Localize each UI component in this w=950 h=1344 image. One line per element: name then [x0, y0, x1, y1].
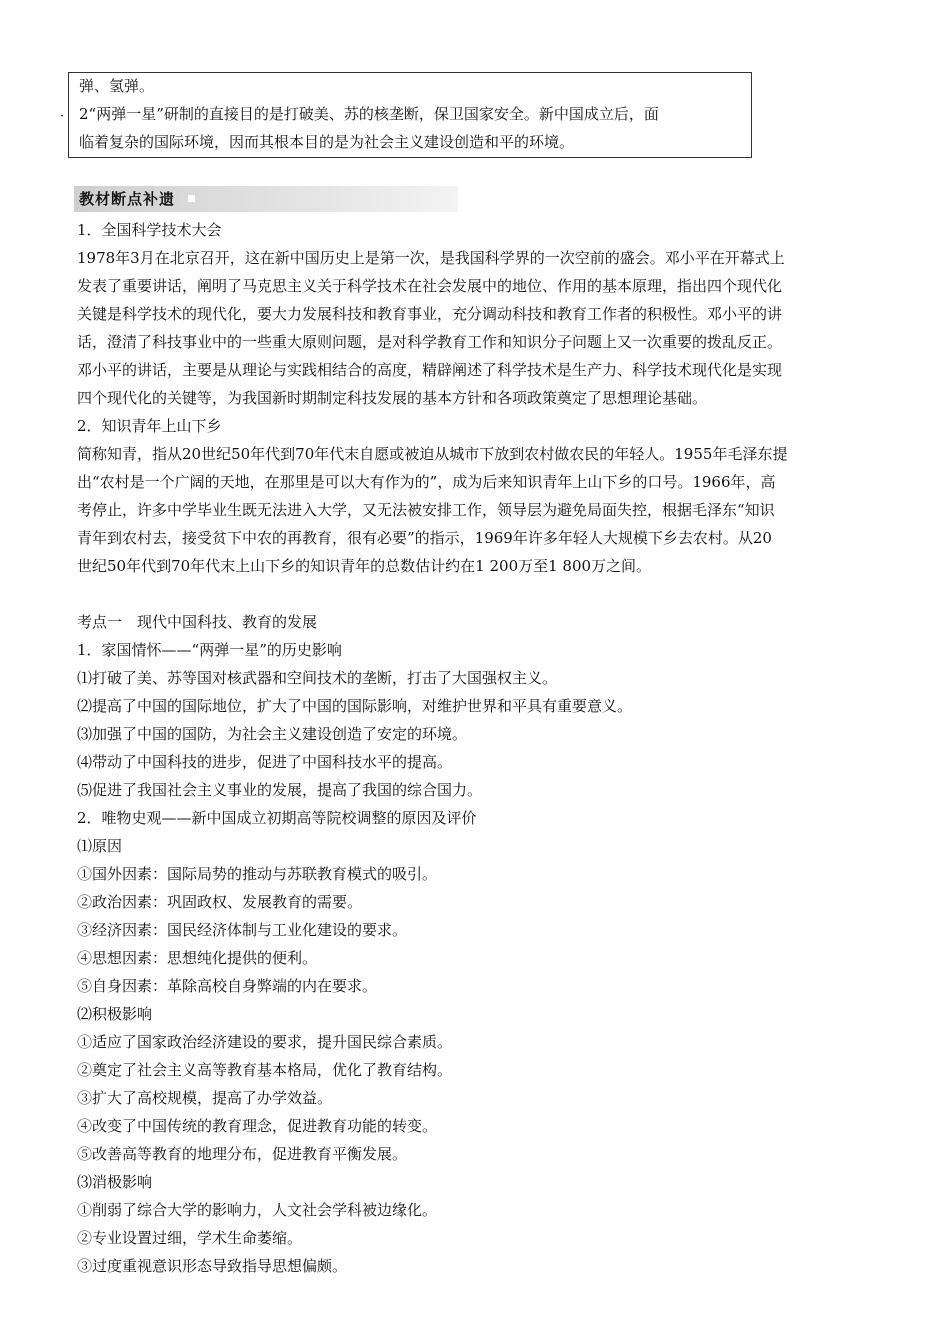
paragraph-line: 话，澄清了科技事业中的一些重大原则问题，是对科学教育工作和知识分子问题上又一次重要的拨乱反正。 — [77, 333, 783, 351]
list-item: ③经济因素：国民经济体制与工业化建设的要求。 — [77, 921, 408, 939]
list-item: ①适应了国家政治经济建设的要求，提升国民综合素质。 — [77, 1033, 453, 1051]
note-line-3: 临着复杂的国际环境，因而其根本目的是为社会主义建设创造和平的环境。 — [79, 133, 575, 151]
section-title: 教材断点补遗 — [79, 190, 176, 208]
document-body — [77, 216, 877, 1280]
list-item: ③扩大了高校规模，提高了办学效益。 — [77, 1089, 333, 1107]
kaodian-title: 考点一 现代中国科技、教育的发展 — [77, 613, 318, 631]
paragraph-line: 简称知青，指从20世纪50年代到70年代末自愿或被迫从城市下放到农村做农民的年轻人。1955年毛泽东提 — [77, 445, 788, 463]
paragraph-line: 青年到农村去，接受贫下中农的再教育，很有必要”的指示，1969年许多年轻人大规模下乡去农村。从20 — [77, 529, 772, 547]
section-header-bar — [74, 186, 458, 212]
list-subheading: ⑶消极影响 — [77, 1173, 153, 1191]
list-item: ②奠定了社会主义高等教育基本格局，优化了教育结构。 — [77, 1061, 453, 1079]
subsection-heading: 1．家国情怀——“两弹一星”的历史影响 — [77, 641, 342, 659]
blank-line — [77, 580, 877, 608]
list-item: ⑵提高了中国的国际地位，扩大了中国的国际影响，对维护世界和平具有重要意义。 — [77, 697, 633, 715]
paragraph-line: 四个现代化的关键等，为我国新时期制定科技发展的基本方针和各项政策奠定了思想理论基础。 — [77, 389, 708, 407]
list-subheading: ⑵积极影响 — [77, 1005, 153, 1023]
list-subheading: ⑴原因 — [77, 837, 123, 855]
list-item: ②专业设置过细，学术生命萎缩。 — [77, 1229, 303, 1247]
paragraph-line: 1978年3月在北京召开，这在新中国历史上是第一次，是我国科学界的一次空前的盛会。邓小平在开幕式上 — [77, 249, 785, 267]
list-item: ⑴打破了美、苏等国对核武器和空间技术的垄断，打击了大国强权主义。 — [77, 669, 558, 687]
list-item: ⑷带动了中国科技的进步，促进了中国科技水平的提高。 — [77, 753, 453, 771]
subsection-heading: 2．唯物史观——新中国成立初期高等院校调整的原因及评价 — [77, 809, 477, 827]
list-item: ⑶加强了中国的国防，为社会主义建设创造了安定的环境。 — [77, 725, 468, 743]
list-item: ④思想因素：思想纯化提供的便利。 — [77, 949, 318, 967]
note-line-2: 2“两弹一星”研制的直接目的是打破美、苏的核垄断，保卫国家安全。新中国成立后，面 — [79, 105, 659, 123]
square-bullet-icon — [188, 195, 195, 202]
list-item: ⑸促进了我国社会主义事业的发展，提高了我国的综合国力。 — [77, 781, 483, 799]
bordered-note-box — [68, 72, 752, 158]
paragraph-line: 发表了重要讲话，阐明了马克思主义关于科学技术在社会发展中的地位、作用的基本原理，指出四个现代化 — [77, 277, 783, 295]
supplement-heading-1: 1．全国科学技术大会 — [77, 221, 222, 239]
list-item: ①国外因素：国际局势的推动与苏联教育模式的吸引。 — [77, 865, 438, 883]
note-line-1: 弹、氢弹。 — [79, 77, 155, 95]
margin-tick-mark: · — [60, 109, 65, 124]
paragraph-line: 邓小平的讲话，主要是从理论与实践相结合的高度，精辟阐述了科学技术是生产力、科学技术现代化是实现 — [77, 361, 783, 379]
supplement-heading-2: 2．知识青年上山下乡 — [77, 417, 222, 435]
list-item: ④改变了中国传统的教育理念，促进教育功能的转变。 — [77, 1117, 438, 1135]
list-item: ①削弱了综合大学的影响力，人文社会学科被边缘化。 — [77, 1201, 438, 1219]
paragraph-line: 关键是科学技术的现代化，要大力发展科技和教育事业，充分调动科技和教育工作者的积极性。邓小平的讲 — [77, 305, 783, 323]
paragraph-line: 世纪50年代到70年代末上山下乡的知识青年的总数估计约在1 200万至1 800万之间。 — [77, 557, 652, 575]
list-item: ③过度重视意识形态导致指导思想偏颇。 — [77, 1257, 348, 1275]
list-item: ⑤改善高等教育的地理分布，促进教育平衡发展。 — [77, 1145, 408, 1163]
list-item: ②政治因素：巩固政权、发展教育的需要。 — [77, 893, 363, 911]
paragraph-line: 考停止，许多中学毕业生既无法进入大学，又无法被安排工作，领导层为避免局面失控，根据毛泽东“知识 — [77, 501, 775, 519]
list-item: ⑤自身因素：革除高校自身弊端的内在要求。 — [77, 977, 378, 995]
paragraph-line: 出“农村是一个广阔的天地，在那里是可以大有作为的”，成为后来知识青年上山下乡的口号。1966年，高 — [77, 473, 776, 491]
